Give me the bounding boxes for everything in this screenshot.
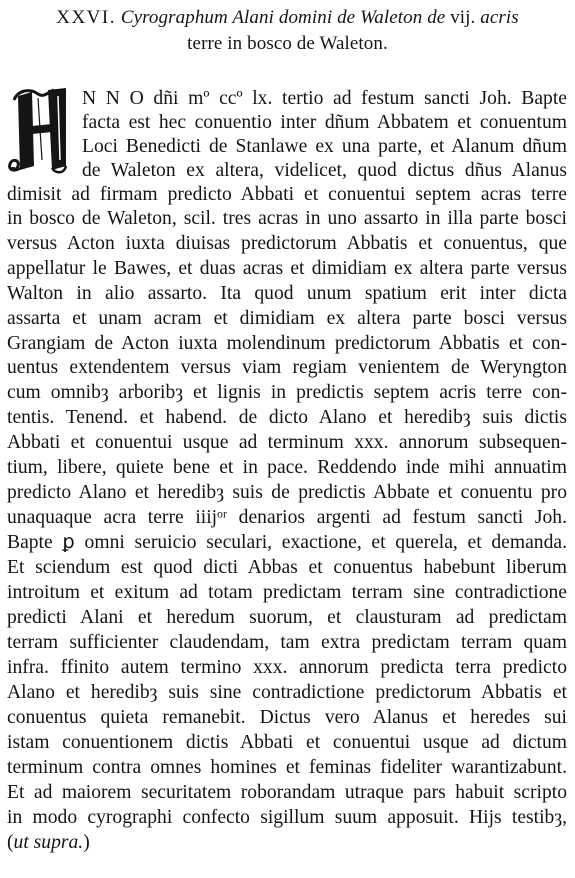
charter-text-line: de Waleton ex altera, videlicet, quod dictus dñus Alanus [82, 160, 567, 181]
decorated-initial-letter [8, 86, 70, 180]
charter-text-line: facta est hec conuentio inter dñum Abbatem et conuentum [82, 112, 567, 133]
charter-text-line: tentis. Tenend. et habend. de dicto Alano et heredibȝ suis dictis [7, 407, 567, 428]
charter-text-line: Bapte ꝑ omni seruicio seculari, exactione, et querela, et demanda. [7, 532, 567, 553]
charter-heading-line-1 [0, 7, 575, 29]
charter-text-line: uentus extendentem versus viam regiam venientem de Weryngton [7, 357, 567, 378]
charter-title: Cyrographum Alani domini de Waleton de [120, 7, 446, 28]
charter-text-line: appellatur le Bawes, et duas acras et dimidiam ex altera parte versus [7, 258, 567, 279]
charter-text-line: versus Acton iuxta diuisas predictorum Abbatis et conuentus, que [7, 233, 567, 254]
closing-ut-supra: ut supra. [13, 832, 84, 853]
charter-text-line: Walton in alio assarto. Ita quod unum spatium erit inter dicta [7, 283, 567, 304]
charter-text-line: dimisit ad firmam predicto Abbati et conuentui septem acras terre [7, 184, 567, 205]
charter-heading-line-2: terre in bosco de Waleton. [187, 33, 388, 54]
charter-text-line: infra. ffinito autem termino xxx. annorum predicta terra predicto [7, 657, 567, 678]
charter-text-line: predicto Alano et heredibȝ suis de predictis Abbate et conuentu pro [7, 482, 567, 503]
charter-text-line: in bosco de Waleton, scil. tres acras in uno assarto in illa parte bosci [7, 208, 567, 229]
charter-text-line: Grangiam de Acton iuxta molendinum predictorum Abbatis et con- [7, 333, 567, 354]
charter-text-line: cum omnibȝ arboribȝ et lignis in predictis septem acris terre con- [7, 382, 567, 403]
charter-text-line: Alano et heredibȝ suis sine contradictione predictorum Abbatis et [7, 682, 567, 703]
charter-closing-line [7, 831, 567, 855]
charter-text-line: unaquaque acra terre iiijᵒʳ denarios argenti ad festum sancti Joh. [7, 507, 567, 528]
decorated-initial-A-glyph [8, 86, 70, 180]
charter-text-line: introitum et exitum ad totam predictam terram sine contradictione [7, 582, 567, 603]
charter-text-line: predicti Alani et heredum suorum, et clausturam ad predictam [7, 607, 567, 628]
charter-text-line: istam conuentionem dictis Abbati et conuentui usque ad dictum [7, 732, 567, 753]
charter-text-line: Et sciendum est quod dicti Abbas et conuentus habebunt liberum [7, 557, 567, 578]
charter-number: XXVI. [56, 7, 116, 28]
charter-title-continued: acris [480, 7, 519, 28]
closing-open-paren: ( [7, 832, 14, 853]
charter-text-line: terminum contra omnes homines et feminas fideliter warantizabunt. [7, 757, 567, 778]
charter-text-line: Loci Benedicti de Stanlawe ex una parte, et Alanum dñum [82, 136, 567, 157]
charter-text-line: N N O dñi mº ccº lx. tertio ad festum sancti Joh. Bapte [82, 88, 567, 109]
charter-text-line: Et ad maiorem securitatem roborandam utraque pars habuit scripto [7, 782, 567, 803]
charter-text-line: tium, libere, quiete bene et in pace. Reddendo inde mihi annuatim [7, 457, 567, 478]
charter-text-line: assarta et unam acram et dimidiam ex altera parte bosci versus [7, 308, 567, 329]
closing-close-paren: ) [83, 832, 90, 853]
charter-text-line: Abbati et conuentui usque ad terminum xxx. annorum subsequen- [7, 432, 567, 453]
charter-text-line: conuentus quieta remanebit. Dictus vero Alanus et heredes sui [7, 707, 567, 728]
charter-text-line: terram sufficienter claudendam, tam extra predictam terram quam [7, 632, 567, 653]
charter-title-roman-numeral: vij. [450, 7, 476, 28]
charter-text-line: in modo cyrographi confecto sigillum suum apposuit. Hijs testibȝ, [7, 807, 567, 828]
